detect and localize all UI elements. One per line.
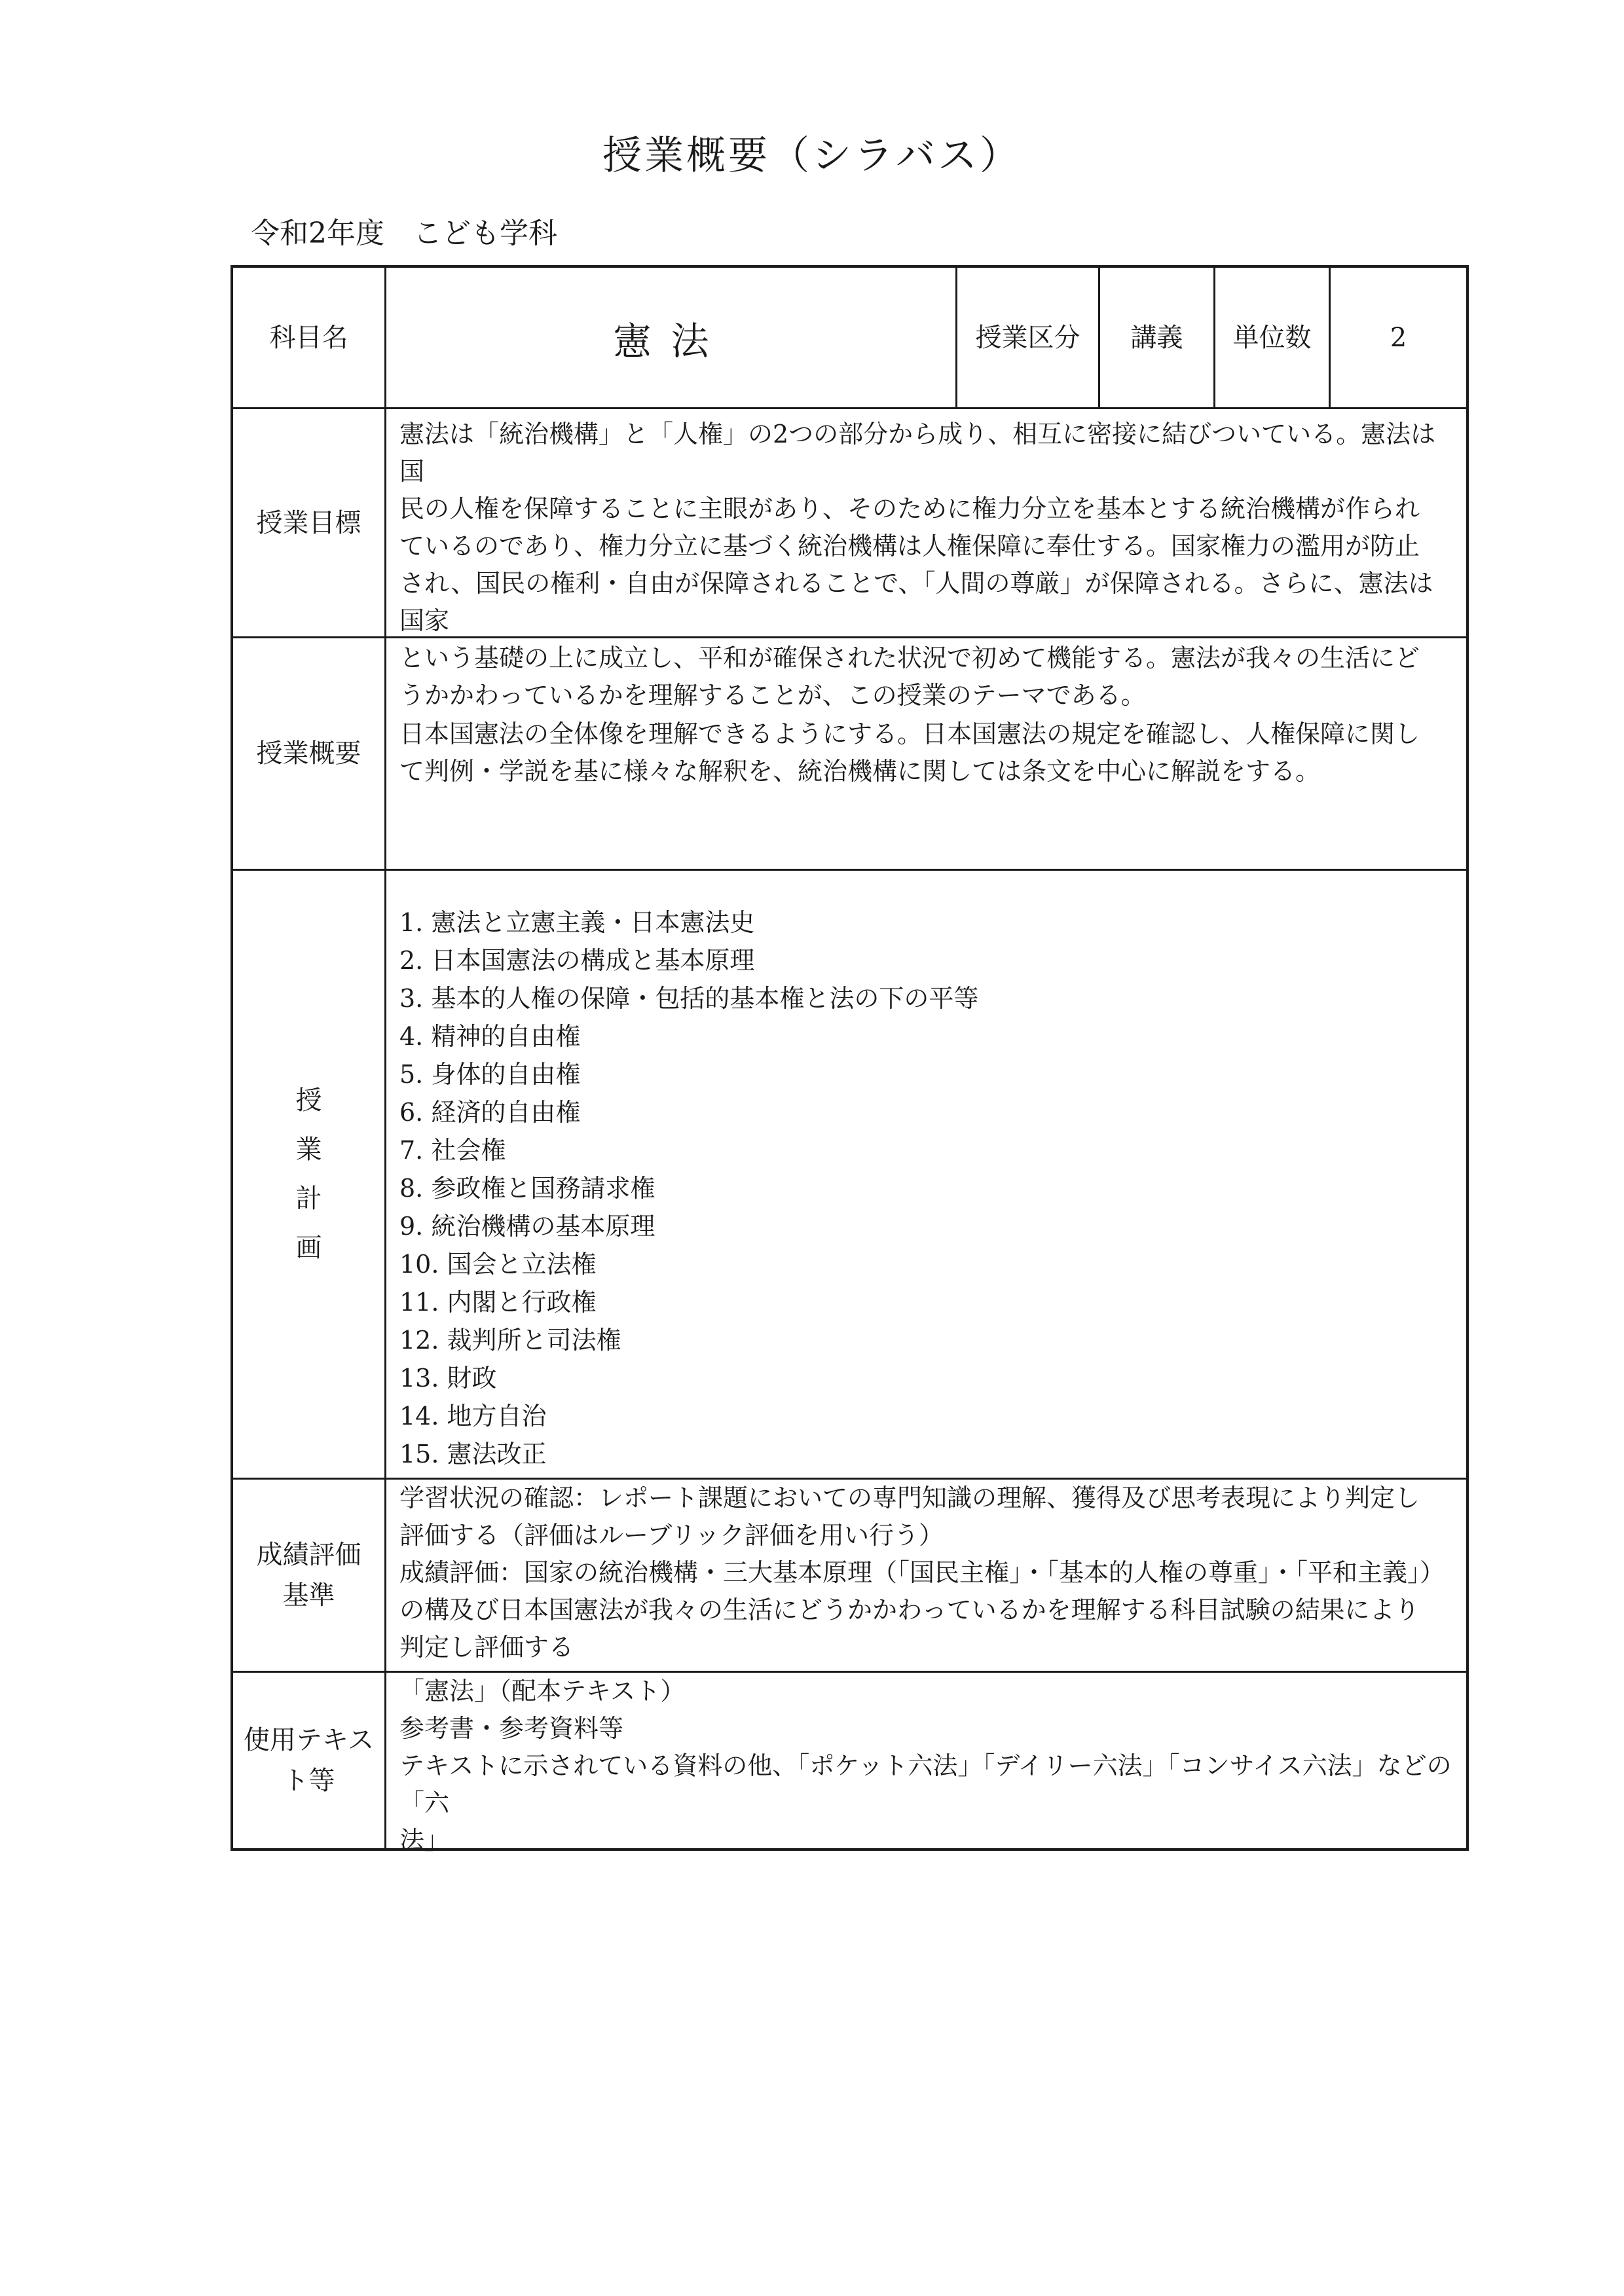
plan-item: 12. 裁判所と司法権: [399, 1326, 621, 1355]
textbooks-label-line: ト等: [282, 1766, 335, 1796]
plan-item: 7. 社会権: [399, 1136, 506, 1165]
objectives-text: [386, 409, 1466, 710]
textbooks-label: [233, 1673, 386, 1848]
plan-item: 11. 内閣と行政権: [399, 1288, 597, 1317]
evaluation-line: 学習状況の確認：レポート課題においての専門知識の理解、獲得及び思考表現により判定し: [399, 1484, 1420, 1512]
objectives-line: 憲法は「統治機構」と「人権」の2つの部分から成り、相互に密接に結びついている。憲法は国: [399, 420, 1436, 486]
evaluation-line: 評価する（評価はルーブリック評価を用い行う）: [399, 1521, 944, 1550]
plan-label-char: 業: [295, 1134, 322, 1165]
syllabus-table: [231, 265, 1469, 1855]
textbooks-label-line: 使用テキス: [243, 1725, 375, 1755]
plan-item: 5. 身体的自由権: [399, 1060, 581, 1089]
plan-list: [386, 871, 1466, 1478]
overview-label: 授業概要: [233, 638, 386, 869]
plan-item: 14. 地方自治: [399, 1402, 547, 1430]
subject-name: 憲法: [386, 268, 957, 407]
objectives-line: 民の人権を保障することに主眼があり、そのために権力分立を基本とする統治機構が作られ: [399, 494, 1420, 523]
overview-line: て判例・学説を基に様々な解釈を、統治機構に関しては条文を中心に解説をする。: [399, 757, 1321, 786]
objectives-line: され、国民の権利・自由が保障されることで、「人間の尊厳」が保障される。さらに、憲法は国家: [399, 569, 1433, 635]
class-type-label: 授業区分: [957, 268, 1100, 407]
credits-label: 単位数: [1215, 268, 1331, 407]
overview-row: [233, 638, 1466, 871]
textbooks-line: 参考書・参考資料等: [399, 1714, 624, 1743]
evaluation-line: の構及び日本国憲法が我々の生活にどうかかわっているかを理解する科目試験の結果により: [399, 1595, 1420, 1624]
subject-label: 科目名: [233, 268, 386, 407]
textbooks-row: [233, 1673, 1466, 1855]
evaluation-label: [233, 1480, 386, 1671]
plan-item: 10. 国会と立法権: [399, 1250, 597, 1279]
plan-item: 9. 統治機構の基本原理: [399, 1212, 655, 1241]
plan-item: 8. 参政権と国務請求権: [399, 1174, 655, 1203]
evaluation-text: [386, 1480, 1466, 1671]
year-department: 令和2年度 こども学科: [251, 217, 557, 250]
textbooks-line: 「憲法」（配本テキスト）: [399, 1677, 686, 1705]
overview-line: 日本国憲法の全体像を理解できるようにする。日本国憲法の規定を確認し、人権保障に関し: [399, 720, 1420, 748]
subject-row: [233, 268, 1466, 409]
plan-item: 15. 憲法改正: [399, 1440, 547, 1468]
plan-row: [233, 871, 1466, 1480]
textbooks-line: 法」: [399, 1826, 450, 1855]
plan-item: 13. 財政: [399, 1364, 497, 1393]
textbooks-line: テキストに示されている資料の他、「ポケット六法」「デイリー六法」「コンサイス六法」などの「六: [399, 1751, 1452, 1817]
plan-item: 2. 日本国憲法の構成と基本原理: [399, 946, 755, 975]
plan-label-char: 画: [295, 1232, 322, 1263]
class-type-value: 講義: [1100, 268, 1215, 407]
plan-label-char: 授: [295, 1085, 322, 1116]
overview-text: [386, 638, 1466, 869]
plan-label: [233, 871, 386, 1478]
evaluation-label-line: 基準: [282, 1580, 335, 1611]
plan-item: 4. 精神的自由権: [399, 1022, 581, 1051]
evaluation-line: 判定し評価する: [399, 1633, 574, 1662]
plan-item: 1. 憲法と立憲主義・日本憲法史: [399, 908, 755, 937]
objectives-line: ているのであり、権力分立に基づく統治機構は人権保障に奉仕する。国家権力の濫用が防止: [399, 532, 1420, 560]
objectives-row: [233, 409, 1466, 710]
plan-label-char: 計: [295, 1183, 322, 1214]
objectives-label: 授業目標: [233, 409, 386, 636]
evaluation-label-line: 成績評価: [256, 1540, 361, 1570]
objectives-line: うかかわっているかを理解することが、この授業のテーマである。: [399, 681, 1146, 710]
textbooks-text: [386, 1673, 1466, 1855]
evaluation-row: [233, 1480, 1466, 1673]
credits-value: 2: [1390, 322, 1407, 353]
plan-item: 3. 基本的人権の保障・包括的基本権と法の下の平等: [399, 984, 979, 1013]
page-title: 授業概要（シラバス）: [602, 133, 1022, 179]
plan-item: 6. 経済的自由権: [399, 1098, 581, 1127]
objectives-line: という基礎の上に成立し、平和が確保された状況で初めて機能する。憲法が我々の生活にど: [399, 644, 1420, 672]
evaluation-line: 成績評価：国家の統治機構・三大基本原理（「国民主権」・「基本的人権の尊重」・「平和主義」）: [399, 1558, 1445, 1587]
